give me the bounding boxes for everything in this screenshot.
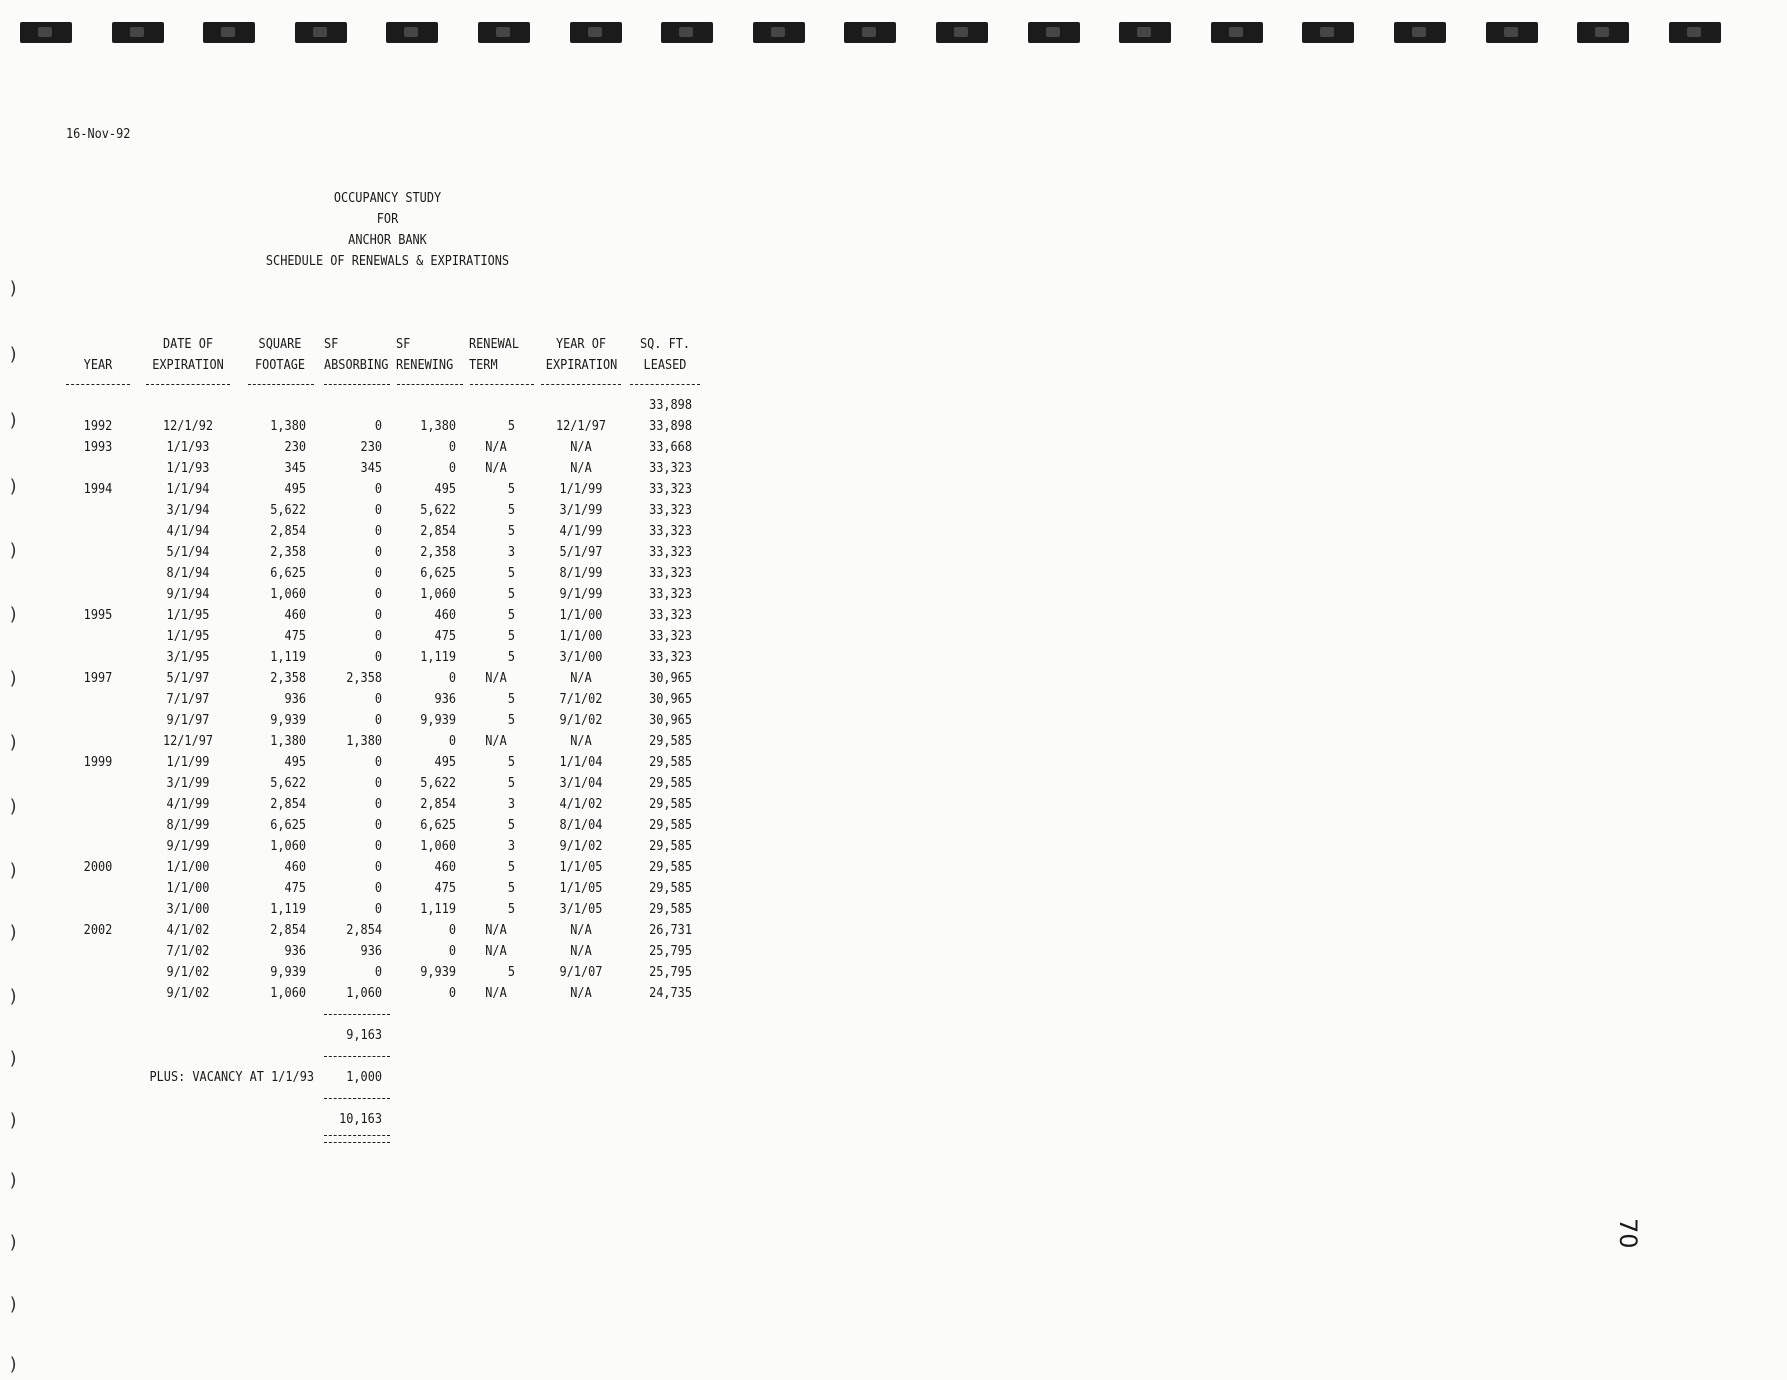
cell-sq-ft-leased: 29,585 [649, 838, 692, 854]
binder-hole [936, 22, 988, 43]
cell-sf-absorbing: 345 [360, 460, 382, 476]
cell-sq-ft-leased: 25,795 [649, 943, 692, 959]
header-ren-term-1: RENEWAL [469, 336, 520, 352]
binder-hole [1211, 22, 1263, 43]
cell-renewal-term: 5 [507, 859, 515, 875]
cell-sf-absorbing: 1,060 [346, 985, 382, 1001]
cell-date-of-expiration: 12/1/97 [162, 733, 214, 749]
cell-sf-renewing: 495 [434, 754, 456, 770]
cell-sf-renewing: 0 [448, 670, 456, 686]
cell-sq-ft-leased: 29,585 [649, 775, 692, 791]
total-value: 10,163 [339, 1111, 382, 1127]
cell-sq-ft-leased: 29,585 [649, 796, 692, 812]
cell-year-of-expiration: 4/1/02 [559, 796, 603, 812]
cell-sf-absorbing: 0 [374, 838, 382, 854]
cell-square-footage: 495 [284, 481, 306, 497]
cell-renewal-term: 3 [507, 544, 515, 560]
cell-renewal-term: 5 [507, 754, 515, 770]
cell-sf-absorbing: 0 [374, 544, 382, 560]
margin-mark: ) [8, 278, 19, 299]
cell-renewal-term: 5 [507, 817, 515, 833]
cell-date-of-expiration: 4/1/94 [166, 523, 210, 539]
subtotal-absorbing: 9,163 [346, 1027, 382, 1043]
cell-year-of-expiration: 1/1/00 [559, 628, 603, 644]
cell-sq-ft-leased: 29,585 [649, 859, 692, 875]
cell-date-of-expiration: 3/1/00 [166, 901, 210, 917]
cell-sf-renewing: 2,358 [420, 544, 456, 560]
cell-date-of-expiration: 3/1/94 [166, 502, 210, 518]
cell-date-of-expiration: 4/1/02 [166, 922, 210, 938]
cell-year: 1999 [83, 754, 113, 770]
binder-hole [1577, 22, 1629, 43]
cell-sf-renewing: 460 [434, 859, 456, 875]
cell-square-footage: 5,622 [270, 502, 306, 518]
header-sq-foot-2: FOOTAGE [254, 357, 306, 373]
cell-date-of-expiration: 1/1/93 [166, 439, 210, 455]
cell-year-of-expiration: 5/1/97 [559, 544, 603, 560]
cell-square-footage: 1,380 [270, 418, 306, 434]
header-sf-ren-2: RENEWING [396, 357, 454, 373]
header-date-exp-1: DATE OF [162, 336, 214, 352]
cell-sq-ft-leased: 29,585 [649, 733, 692, 749]
cell-year-of-expiration: 9/1/99 [559, 586, 603, 602]
binder-hole [1394, 22, 1446, 43]
cell-sf-absorbing: 0 [374, 523, 382, 539]
cell-sf-renewing: 5,622 [420, 502, 456, 518]
cell-sf-renewing: 0 [448, 922, 456, 938]
cell-date-of-expiration: 5/1/97 [166, 670, 210, 686]
cell-sq-ft-leased: 33,323 [649, 565, 692, 581]
cell-year-of-expiration: 7/1/02 [559, 691, 603, 707]
cell-year-of-expiration: 3/1/05 [559, 901, 603, 917]
cell-date-of-expiration: 9/1/02 [166, 985, 210, 1001]
cell-date-of-expiration: 1/1/95 [166, 628, 210, 644]
cell-renewal-term: N/A [485, 922, 507, 938]
cell-square-footage: 936 [284, 943, 306, 959]
cell-date-of-expiration: 1/1/94 [166, 481, 210, 497]
cell-sq-ft-leased: 33,323 [649, 607, 692, 623]
binder-hole [203, 22, 255, 43]
cell-square-footage: 1,060 [270, 838, 306, 854]
cell-sq-ft-leased: 33,668 [649, 439, 692, 455]
cell-sq-ft-leased: 24,735 [649, 985, 692, 1001]
margin-mark: ) [8, 668, 19, 689]
cell-year-of-expiration: 4/1/99 [559, 523, 603, 539]
cell-square-footage: 2,854 [270, 922, 306, 938]
cell-sf-absorbing: 0 [374, 691, 382, 707]
margin-mark: ) [8, 344, 19, 365]
cell-year-of-expiration: N/A [570, 439, 592, 455]
cell-renewal-term: N/A [485, 460, 507, 476]
cell-year-of-expiration: 3/1/00 [559, 649, 603, 665]
cell-sq-ft-leased: 25,795 [649, 964, 692, 980]
cell-sf-absorbing: 936 [360, 943, 382, 959]
cell-sf-renewing: 475 [434, 880, 456, 896]
cell-renewal-term: 5 [507, 691, 515, 707]
cell-square-footage: 9,939 [270, 712, 306, 728]
cell-year-of-expiration: N/A [570, 670, 592, 686]
cell-date-of-expiration: 7/1/97 [166, 691, 210, 707]
cell-sf-renewing: 1,060 [420, 586, 456, 602]
cell-year-of-expiration: 1/1/05 [559, 859, 603, 875]
margin-mark: ) [8, 604, 19, 625]
header-sf-ren-1: SF [396, 336, 411, 352]
cell-date-of-expiration: 9/1/99 [166, 838, 210, 854]
cell-sq-ft-leased: 33,323 [649, 460, 692, 476]
cell-sf-absorbing: 0 [374, 796, 382, 812]
cell-date-of-expiration: 7/1/02 [166, 943, 210, 959]
cell-sf-absorbing: 0 [374, 859, 382, 875]
cell-sf-absorbing: 0 [374, 565, 382, 581]
cell-square-footage: 475 [284, 628, 306, 644]
cell-sf-renewing: 6,625 [420, 817, 456, 833]
cell-square-footage: 1,060 [270, 586, 306, 602]
title-line-2: FOR [376, 211, 399, 227]
margin-mark: ) [8, 922, 19, 943]
cell-renewal-term: 5 [507, 901, 515, 917]
cell-sf-absorbing: 0 [374, 586, 382, 602]
cell-year: 1995 [83, 607, 113, 623]
cell-square-footage: 230 [284, 439, 306, 455]
header-sqft-leased-1: SQ. FT. [639, 336, 691, 352]
binder-hole [1669, 22, 1721, 43]
margin-mark: ) [8, 1048, 19, 1069]
cell-square-footage: 2,854 [270, 796, 306, 812]
binder-hole [295, 22, 347, 43]
margin-mark: ) [8, 796, 19, 817]
cell-date-of-expiration: 1/1/00 [166, 859, 210, 875]
cell-date-of-expiration: 1/1/00 [166, 880, 210, 896]
cell-year-of-expiration: N/A [570, 460, 592, 476]
cell-date-of-expiration: 1/1/95 [166, 607, 210, 623]
vacancy-value: 1,000 [346, 1069, 382, 1085]
cell-sf-absorbing: 0 [374, 502, 382, 518]
cell-year-of-expiration: 3/1/04 [559, 775, 603, 791]
cell-sf-absorbing: 0 [374, 712, 382, 728]
cell-year-of-expiration: 1/1/04 [559, 754, 603, 770]
cell-renewal-term: 5 [507, 628, 515, 644]
cell-date-of-expiration: 4/1/99 [166, 796, 210, 812]
cell-square-footage: 475 [284, 880, 306, 896]
cell-year: 1993 [83, 439, 113, 455]
cell-sq-ft-leased: 33,323 [649, 628, 692, 644]
binder-hole [478, 22, 530, 43]
cell-year: 1992 [83, 418, 113, 434]
cell-date-of-expiration: 1/1/99 [166, 754, 210, 770]
cell-sq-ft-leased: 30,965 [649, 691, 692, 707]
cell-sf-absorbing: 0 [374, 880, 382, 896]
cell-sf-renewing: 2,854 [420, 796, 456, 812]
cell-date-of-expiration: 8/1/94 [166, 565, 210, 581]
cell-square-footage: 6,625 [270, 817, 306, 833]
cell-date-of-expiration: 9/1/94 [166, 586, 210, 602]
cell-date-of-expiration: 3/1/95 [166, 649, 210, 665]
cell-square-footage: 1,380 [270, 733, 306, 749]
binder-hole [570, 22, 622, 43]
cell-year-of-expiration: 1/1/05 [559, 880, 603, 896]
cell-sq-ft-leased: 33,323 [649, 523, 692, 539]
cell-sf-absorbing: 230 [360, 439, 382, 455]
cell-sf-absorbing: 0 [374, 418, 382, 434]
cell-sf-renewing: 0 [448, 733, 456, 749]
cell-year-of-expiration: N/A [570, 733, 592, 749]
title-line-1: OCCUPANCY STUDY [333, 190, 442, 206]
cell-sf-renewing: 5,622 [420, 775, 456, 791]
binder-hole [1028, 22, 1080, 43]
binder-hole [753, 22, 805, 43]
header-date-exp-2: EXPIRATION [152, 357, 224, 373]
cell-renewal-term: N/A [485, 439, 507, 455]
cell-sf-renewing: 2,854 [420, 523, 456, 539]
cell-year-of-expiration: 1/1/00 [559, 607, 603, 623]
binder-hole [386, 22, 438, 43]
cell-sf-renewing: 0 [448, 943, 456, 959]
cell-renewal-term: 5 [507, 880, 515, 896]
cell-sf-absorbing: 0 [374, 481, 382, 497]
binder-hole [844, 22, 896, 43]
cell-sq-ft-leased: 30,965 [649, 712, 692, 728]
header-sf-abs-1: SF [324, 336, 339, 352]
cell-renewal-term: 3 [507, 796, 515, 812]
cell-sf-renewing: 475 [434, 628, 456, 644]
report-date: 16-Nov-92 [66, 126, 131, 142]
cell-sq-ft-leased: 33,323 [649, 586, 692, 602]
cell-date-of-expiration: 3/1/99 [166, 775, 210, 791]
cell-sq-ft-leased: 33,323 [649, 649, 692, 665]
cell-renewal-term: 5 [507, 775, 515, 791]
cell-year-of-expiration: 12/1/97 [555, 418, 607, 434]
cell-sf-absorbing: 0 [374, 607, 382, 623]
cell-sq-ft-leased: 29,585 [649, 817, 692, 833]
cell-date-of-expiration: 5/1/94 [166, 544, 210, 560]
cell-square-footage: 460 [284, 859, 306, 875]
cell-year-of-expiration: N/A [570, 922, 592, 938]
header-year-2: YEAR [83, 357, 113, 373]
binder-hole [1486, 22, 1538, 43]
cell-sf-renewing: 460 [434, 607, 456, 623]
cell-sf-renewing: 1,380 [420, 418, 456, 434]
opening-leased: 33,898 [649, 397, 692, 413]
cell-sf-absorbing: 0 [374, 754, 382, 770]
cell-sf-renewing: 6,625 [420, 565, 456, 581]
header-sq-foot-1: SQUARE [258, 336, 302, 352]
cell-sf-renewing: 1,119 [420, 649, 456, 665]
margin-mark: ) [8, 476, 19, 497]
cell-square-footage: 1,119 [270, 901, 306, 917]
cell-square-footage: 345 [284, 460, 306, 476]
cell-sq-ft-leased: 33,898 [649, 418, 692, 434]
cell-year-of-expiration: 9/1/02 [559, 838, 603, 854]
cell-square-footage: 2,854 [270, 523, 306, 539]
header-sf-abs-2: ABSORBING [324, 357, 389, 373]
cell-year: 2002 [83, 922, 113, 938]
cell-sf-absorbing: 0 [374, 775, 382, 791]
binder-hole [112, 22, 164, 43]
cell-renewal-term: 5 [507, 481, 515, 497]
cell-renewal-term: 5 [507, 964, 515, 980]
report-title [249, 188, 526, 272]
cell-square-footage: 1,060 [270, 985, 306, 1001]
cell-square-footage: 1,119 [270, 649, 306, 665]
margin-mark: ) [8, 1354, 19, 1375]
cell-sf-absorbing: 1,380 [346, 733, 382, 749]
cell-sq-ft-leased: 33,323 [649, 481, 692, 497]
cell-sf-renewing: 9,939 [420, 964, 456, 980]
cell-renewal-term: N/A [485, 733, 507, 749]
cell-renewal-term: 5 [507, 502, 515, 518]
cell-sf-renewing: 0 [448, 439, 456, 455]
cell-square-footage: 2,358 [270, 670, 306, 686]
cell-sf-renewing: 0 [448, 460, 456, 476]
cell-renewal-term: N/A [485, 670, 507, 686]
cell-date-of-expiration: 9/1/97 [166, 712, 210, 728]
cell-sf-absorbing: 2,358 [346, 670, 382, 686]
cell-sf-absorbing: 0 [374, 628, 382, 644]
title-line-4: SCHEDULE OF RENEWALS & EXPIRATIONS [265, 253, 510, 269]
cell-year-of-expiration: 1/1/99 [559, 481, 603, 497]
margin-mark: ) [8, 540, 19, 561]
margin-mark: ) [8, 1232, 19, 1253]
cell-sq-ft-leased: 26,731 [649, 922, 692, 938]
margin-mark: ) [8, 732, 19, 753]
cell-square-footage: 2,358 [270, 544, 306, 560]
cell-renewal-term: 5 [507, 586, 515, 602]
cell-sf-absorbing: 0 [374, 817, 382, 833]
header-year-exp-2: EXPIRATION [545, 357, 618, 373]
cell-sf-renewing: 9,939 [420, 712, 456, 728]
cell-year-of-expiration: 9/1/07 [559, 964, 603, 980]
cell-sf-renewing: 1,119 [420, 901, 456, 917]
cell-sf-renewing: 1,060 [420, 838, 456, 854]
cell-year-of-expiration: 8/1/04 [559, 817, 603, 833]
margin-mark: ) [8, 860, 19, 881]
cell-square-footage: 6,625 [270, 565, 306, 581]
binder-hole [1119, 22, 1171, 43]
cell-square-footage: 495 [284, 754, 306, 770]
cell-renewal-term: 5 [507, 607, 515, 623]
cell-renewal-term: 5 [507, 565, 515, 581]
cell-renewal-term: N/A [485, 943, 507, 959]
cell-square-footage: 936 [284, 691, 306, 707]
cell-renewal-term: 5 [507, 418, 515, 434]
cell-date-of-expiration: 1/1/93 [166, 460, 210, 476]
cell-sf-absorbing: 2,854 [346, 922, 382, 938]
header-year-exp-1: YEAR OF [555, 336, 607, 352]
cell-sq-ft-leased: 29,585 [649, 880, 692, 896]
title-line-3: ANCHOR BANK [348, 232, 427, 248]
cell-year: 1994 [83, 481, 113, 497]
cell-sq-ft-leased: 33,323 [649, 544, 692, 560]
binder-hole [661, 22, 713, 43]
page-number: 70 [1614, 1218, 1642, 1249]
cell-sf-renewing: 495 [434, 481, 456, 497]
header-ren-term-2: TERM [469, 357, 498, 373]
cell-year-of-expiration: N/A [570, 943, 592, 959]
cell-year-of-expiration: 3/1/99 [559, 502, 603, 518]
margin-mark: ) [8, 986, 19, 1007]
cell-sf-absorbing: 0 [374, 901, 382, 917]
cell-year-of-expiration: 9/1/02 [559, 712, 603, 728]
cell-square-footage: 5,622 [270, 775, 306, 791]
cell-date-of-expiration: 8/1/99 [166, 817, 210, 833]
cell-renewal-term: 3 [507, 838, 515, 854]
margin-mark: ) [8, 1170, 19, 1191]
cell-sq-ft-leased: 29,585 [649, 901, 692, 917]
binder-holes [20, 22, 1770, 44]
binder-hole [20, 22, 72, 43]
cell-sf-absorbing: 0 [374, 964, 382, 980]
margin-mark: ) [8, 410, 19, 431]
cell-year-of-expiration: 8/1/99 [559, 565, 603, 581]
cell-renewal-term: 5 [507, 712, 515, 728]
cell-date-of-expiration: 9/1/02 [166, 964, 210, 980]
cell-sf-absorbing: 0 [374, 649, 382, 665]
vacancy-label: PLUS: VACANCY AT 1/1/93 [149, 1069, 314, 1085]
cell-sf-renewing: 936 [434, 691, 456, 707]
cell-renewal-term: N/A [485, 985, 507, 1001]
binder-hole [1302, 22, 1354, 43]
cell-sq-ft-leased: 33,323 [649, 502, 692, 518]
cell-sq-ft-leased: 29,585 [649, 754, 692, 770]
cell-date-of-expiration: 12/1/92 [162, 418, 214, 434]
cell-sq-ft-leased: 30,965 [649, 670, 692, 686]
cell-renewal-term: 5 [507, 523, 515, 539]
cell-square-footage: 9,939 [270, 964, 306, 980]
margin-mark: ) [8, 1110, 19, 1131]
cell-square-footage: 460 [284, 607, 306, 623]
cell-year-of-expiration: N/A [570, 985, 592, 1001]
cell-year: 2000 [83, 859, 113, 875]
header-sqft-leased-2: LEASED [643, 357, 687, 373]
margin-mark: ) [8, 1294, 19, 1315]
cell-sf-renewing: 0 [448, 985, 456, 1001]
cell-year: 1997 [83, 670, 113, 686]
cell-renewal-term: 5 [507, 649, 515, 665]
